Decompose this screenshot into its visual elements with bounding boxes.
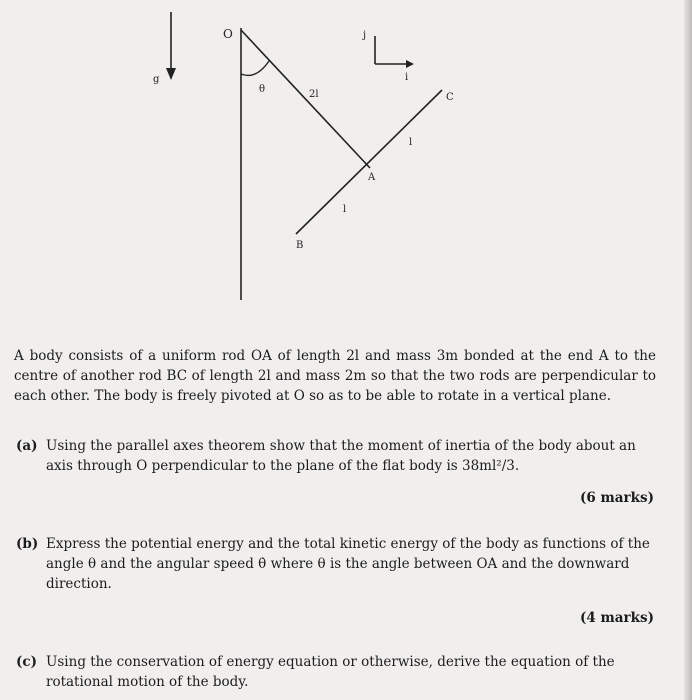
label-A: A [368,172,376,183]
label-j: j [363,30,367,41]
label-O: O [223,27,233,41]
label-B: B [296,240,304,251]
part-b [16,534,658,594]
part-c-text: Using the conservation of energy equation or otherwise, derive the equation of the rotational motion of the body. [46,654,615,690]
label-l-lower: l [343,204,347,215]
part-a [16,436,658,476]
problem-intro: A body consists of a uniform rod OA of length 2l and mass 3m bonded at the end A to the centre of another rod BC of length 2l and mass 2m so that the two rods are perpendicular to each other. The body is freely pivoted at O so as to be able to rotate in a vertical plane. [14,348,656,404]
label-l-upper: l [409,137,413,148]
part-a-label: (a) [16,438,38,454]
label-i: i [405,72,409,83]
part-a-text: Using the parallel axes theorem show that the moment of inertia of the body about an axis through O perpendicular to the plane of the flat body is 38ml²/3. [46,438,636,474]
label-g: g [153,74,160,85]
part-b-text: Express the potential energy and the total kinetic energy of the body as functions of the angle θ and the angular speed θ̇ where θ is the angle between OA and the downward direction. [46,536,650,592]
theta-arc [241,61,269,75]
part-a-marks: (6 marks) [580,490,654,506]
label-theta: θ [259,84,266,95]
label-C: C [446,92,454,103]
unit-vector-i-arrowhead [406,60,414,68]
part-c-label: (c) [16,654,37,670]
part-b-label: (b) [16,536,39,552]
rod-diagram [0,0,692,330]
rod-OA [241,30,370,168]
gravity-arrowhead [166,68,176,80]
label-2l: 2l [309,89,319,100]
part-b-marks: (4 marks) [580,610,654,626]
part-c [16,652,658,692]
